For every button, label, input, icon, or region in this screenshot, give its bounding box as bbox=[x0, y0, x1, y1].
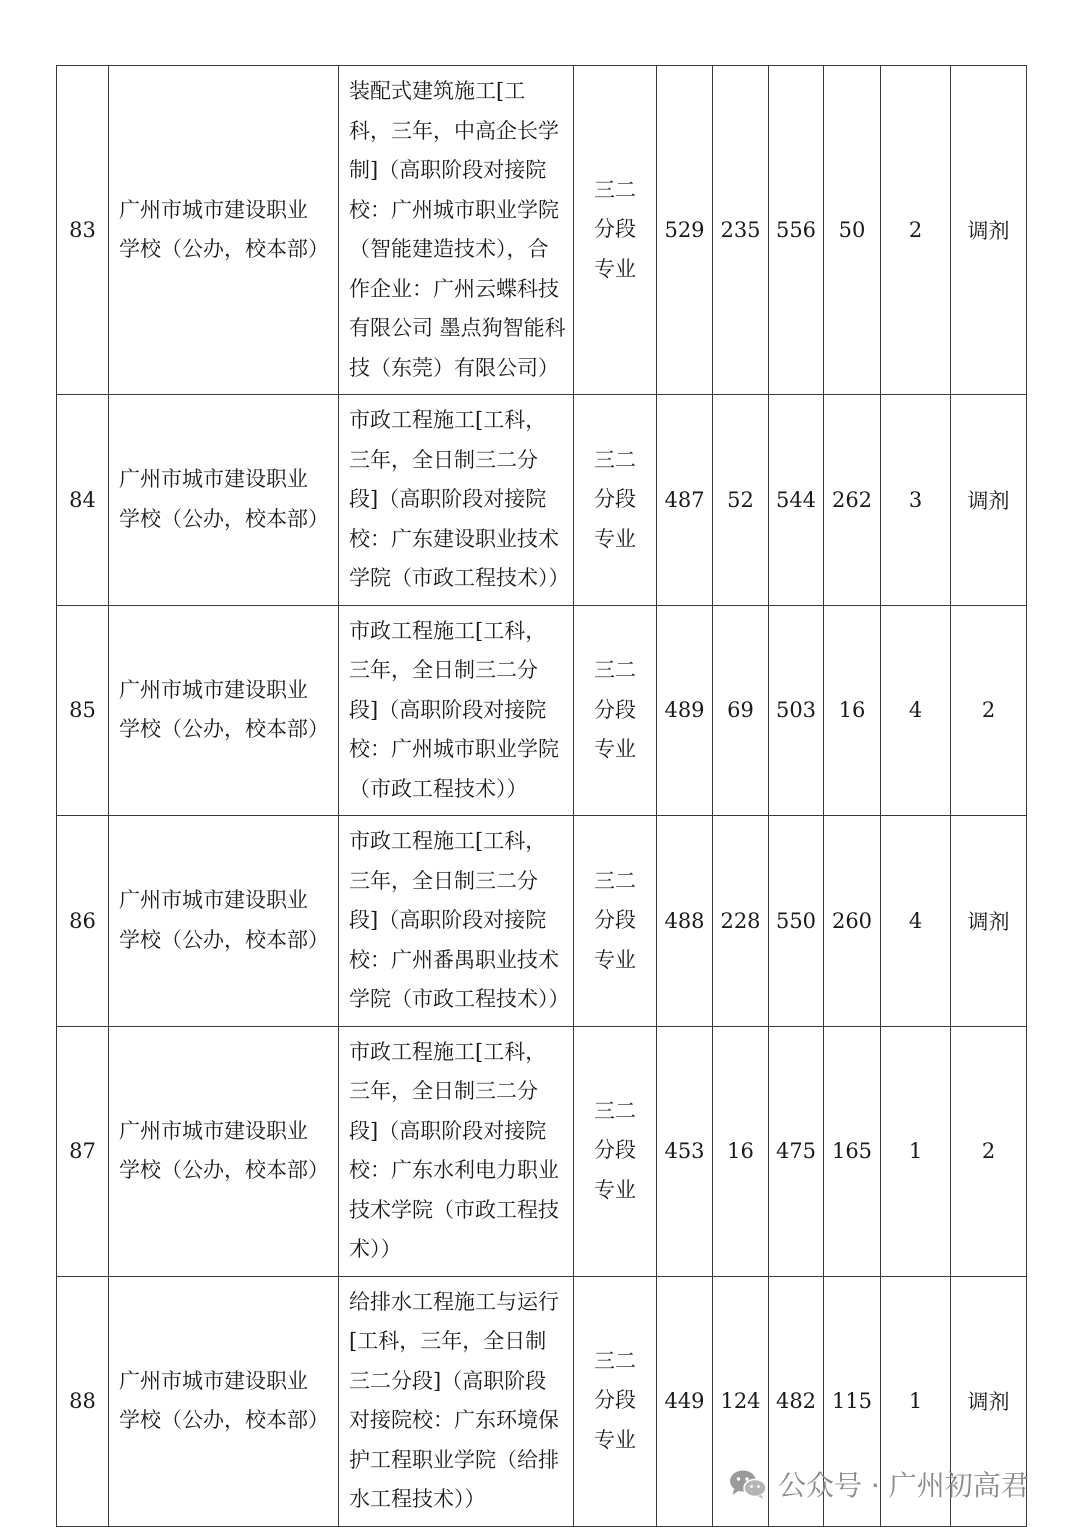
value-cell: 262 bbox=[824, 395, 881, 606]
value-cell: 1 bbox=[881, 1026, 951, 1276]
value-cell: 529 bbox=[657, 66, 713, 395]
program-category: 三二 分段 专业 bbox=[574, 605, 657, 816]
row-number: 85 bbox=[57, 605, 109, 816]
admissions-table bbox=[56, 65, 1027, 1527]
school-name: 广州市城市建设职业 学校（公办，校本部） bbox=[109, 605, 339, 816]
table-row bbox=[57, 395, 1027, 606]
value-cell: 487 bbox=[657, 395, 713, 606]
program-description: 市政工程施工[工科，三年，全日制三二分段]（高职阶段对接院校：广东水利电力职业技术学院（市政工程技术）） bbox=[339, 1026, 574, 1276]
program-description: 市政工程施工[工科，三年，全日制三二分段]（高职阶段对接院校：广东建设职业技术学院（市政工程技术）） bbox=[339, 395, 574, 606]
program-category: 三二 分段 专业 bbox=[574, 816, 657, 1027]
value-cell: 50 bbox=[824, 66, 881, 395]
value-cell: 4 bbox=[881, 605, 951, 816]
value-cell: 16 bbox=[713, 1026, 769, 1276]
program-category: 三二 分段 专业 bbox=[574, 1276, 657, 1526]
row-number: 87 bbox=[57, 1026, 109, 1276]
row-number: 86 bbox=[57, 816, 109, 1027]
value-cell: 165 bbox=[824, 1026, 881, 1276]
value-cell: 115 bbox=[824, 1276, 881, 1526]
value-cell: 调剂 bbox=[951, 66, 1027, 395]
value-cell: 482 bbox=[769, 1276, 824, 1526]
program-description: 装配式建筑施工[工科，三年，中高企长学制]（高职阶段对接院校：广州城市职业学院（智能建造技术），合作企业：广州云蝶科技有限公司 墨点狗智能科技（东莞）有限公司） bbox=[339, 66, 574, 395]
value-cell: 556 bbox=[769, 66, 824, 395]
school-name: 广州市城市建设职业 学校（公办，校本部） bbox=[109, 816, 339, 1027]
school-name: 广州市城市建设职业 学校（公办，校本部） bbox=[109, 395, 339, 606]
value-cell: 4 bbox=[881, 816, 951, 1027]
value-cell: 550 bbox=[769, 816, 824, 1027]
value-cell: 228 bbox=[713, 816, 769, 1027]
school-name: 广州市城市建设职业 学校（公办，校本部） bbox=[109, 66, 339, 395]
program-category: 三二 分段 专业 bbox=[574, 1026, 657, 1276]
watermark bbox=[728, 1462, 1029, 1506]
value-cell: 449 bbox=[657, 1276, 713, 1526]
program-description: 给排水工程施工与运行[工科，三年，全日制三二分段]（高职阶段对接院校：广东环境保护工程职业学院（给排水工程技术）） bbox=[339, 1276, 574, 1526]
school-name: 广州市城市建设职业 学校（公办，校本部） bbox=[109, 1026, 339, 1276]
watermark-text: 公众号 · 广州初高君 bbox=[778, 1469, 1029, 1502]
value-cell: 235 bbox=[713, 66, 769, 395]
program-description: 市政工程施工[工科，三年，全日制三二分段]（高职阶段对接院校：广州番禺职业技术学院（市政工程技术）） bbox=[339, 816, 574, 1027]
value-cell: 503 bbox=[769, 605, 824, 816]
value-cell: 16 bbox=[824, 605, 881, 816]
value-cell: 2 bbox=[951, 1026, 1027, 1276]
program-category: 三二 分段 专业 bbox=[574, 66, 657, 395]
program-description: 市政工程施工[工科，三年，全日制三二分段]（高职阶段对接院校：广州城市职业学院（市政工程技术）） bbox=[339, 605, 574, 816]
value-cell: 调剂 bbox=[951, 1276, 1027, 1526]
school-name: 广州市城市建设职业 学校（公办，校本部） bbox=[109, 1276, 339, 1526]
value-cell: 260 bbox=[824, 816, 881, 1027]
table-row bbox=[57, 1026, 1027, 1276]
value-cell: 52 bbox=[713, 395, 769, 606]
value-cell: 488 bbox=[657, 816, 713, 1027]
value-cell: 475 bbox=[769, 1026, 824, 1276]
value-cell: 124 bbox=[713, 1276, 769, 1526]
row-number: 88 bbox=[57, 1276, 109, 1526]
row-number: 84 bbox=[57, 395, 109, 606]
value-cell: 调剂 bbox=[951, 816, 1027, 1027]
row-number: 83 bbox=[57, 66, 109, 395]
value-cell: 3 bbox=[881, 395, 951, 606]
value-cell: 1 bbox=[881, 1276, 951, 1526]
value-cell: 2 bbox=[881, 66, 951, 395]
program-category: 三二 分段 专业 bbox=[574, 395, 657, 606]
value-cell: 453 bbox=[657, 1026, 713, 1276]
table-row bbox=[57, 605, 1027, 816]
value-cell: 调剂 bbox=[951, 395, 1027, 606]
value-cell: 489 bbox=[657, 605, 713, 816]
value-cell: 2 bbox=[951, 605, 1027, 816]
table-row bbox=[57, 66, 1027, 395]
value-cell: 544 bbox=[769, 395, 824, 606]
table-row bbox=[57, 816, 1027, 1027]
value-cell: 69 bbox=[713, 605, 769, 816]
wechat-icon bbox=[728, 1468, 768, 1500]
